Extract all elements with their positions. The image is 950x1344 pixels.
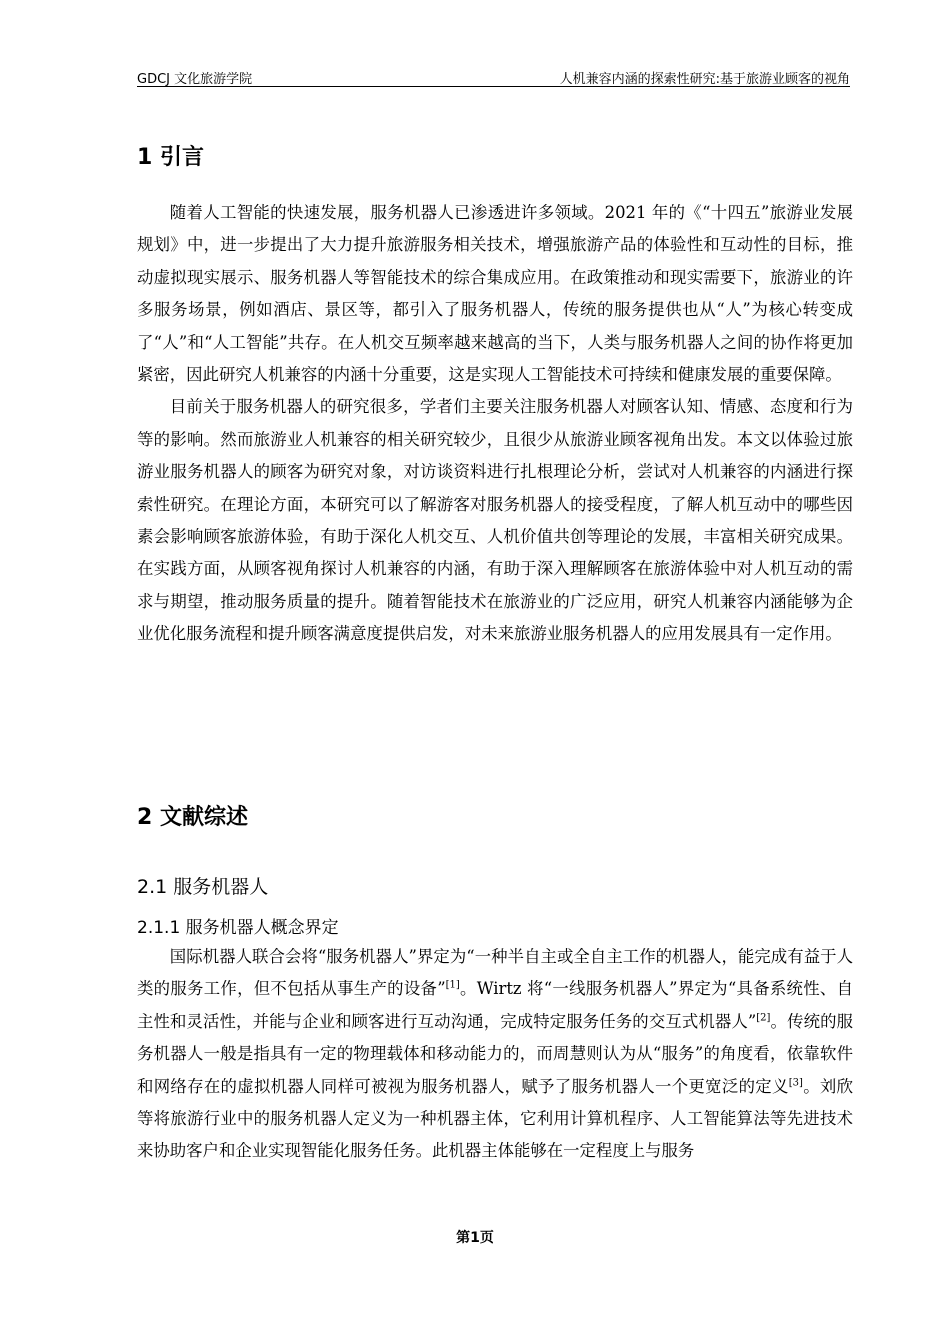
subsection-title-service-robots: 2.1 服务机器人 [137,876,269,898]
running-header [137,62,850,87]
concept-text: 国际机器人联合会将“服务机器人”界定为“一种半自主或全自主工作的机器人，能完成有益于人类的服务工作，但不包括从事生产的设备” [137,947,853,999]
subsubsection-title-concept: 2.1.1 服务机器人概念界定 [137,918,339,938]
introduction-body [137,197,853,651]
section-title-introduction: 1 引言 [137,145,204,170]
concept-text: 。Wirtz 将“一线服务机器人”界定为“具备系统性、自主性和灵活性，并能与企业和顾客进行互动沟通，完成特定服务任务的交互式机器人” [137,979,853,1031]
citation-1: [1] [445,979,460,991]
page-number: 第1页 [456,1230,494,1246]
section-title-literature-review: 2 文献综述 [137,805,248,830]
concept-text: 。传统的服务机器人一般是指具有一定的物理载体和移动能力的，而周慧则认为从“服务”的角度看，依靠软件和网络存在的虚拟机器人同样可被视为服务机器人，赋予了服务机器人一个更宽泛的定义 [137,1011,853,1096]
concept-body [137,941,853,1168]
header-paper-title: 人机兼容内涵的探索性研究:基于旅游业顾客的视角 [559,72,850,87]
citation-2: [2] [756,1012,771,1024]
concept-paragraph-1 [137,941,853,1168]
introduction-paragraph-1: 随着人工智能的快速发展，服务机器人已渗透进许多领域。2021 年的《“十四五”旅游业发展规划》中，进一步提出了大力提升旅游服务相关技术，增强旅游产品的体验性和互动性的目标，推动虚拟现实展示、服务机器人等智能技术的综合集成应用。在政策推动和现实需要下，旅游业的许多服务场景，例如酒店、景区等，都引入了服务机器人，传统的服务提供也从“人”为核心转变成了“人”和“人工智能”共存。在人机交互频率越来越高的当下，人类与服务机器人之间的协作将更加紧密，因此研究人机兼容的内涵十分重要，这是实现人工智能技术可持续和健康发展的重要保障。 [137,203,853,385]
introduction-paragraph-2: 目前关于服务机器人的研究很多，学者们主要关注服务机器人对顾客认知、情感、态度和行为等的影响。然而旅游业人机兼容的相关研究较少，且很少从旅游业顾客视角出发。本文以体验过旅游业服务机器人的顾客为研究对象，对访谈资料进行扎根理论分析，尝试对人机兼容的内涵进行探索性研究。在理论方面，本研究可以了解游客对服务机器人的接受程度，了解人机互动中的哪些因素会影响顾客旅游体验，有助于深化人机交互、人机价值共创等理论的发展，丰富相关研究成果。在实践方面，从顾客视角探讨人机兼容的内涵，有助于深入理解顾客在旅游体验中对人机互动的需求与期望，推动服务质量的提升。随着智能技术在旅游业的广泛应用，研究人机兼容内涵能够为企业优化服务流程和提升顾客满意度提供启发，对未来旅游业服务机器人的应用发展具有一定作用。 [137,397,853,644]
header-institution: GDCJ 文化旅游学院 [137,72,253,87]
citation-3: [3] [788,1077,803,1089]
concept-text: 。刘欣等将旅游行业中的服务机器人定义为一种机器主体，它利用计算机程序、人工智能算法等先进技术来协助客户和企业实现智能化服务任务。此机器主体能够在一定程度上与服务 [137,1076,854,1161]
